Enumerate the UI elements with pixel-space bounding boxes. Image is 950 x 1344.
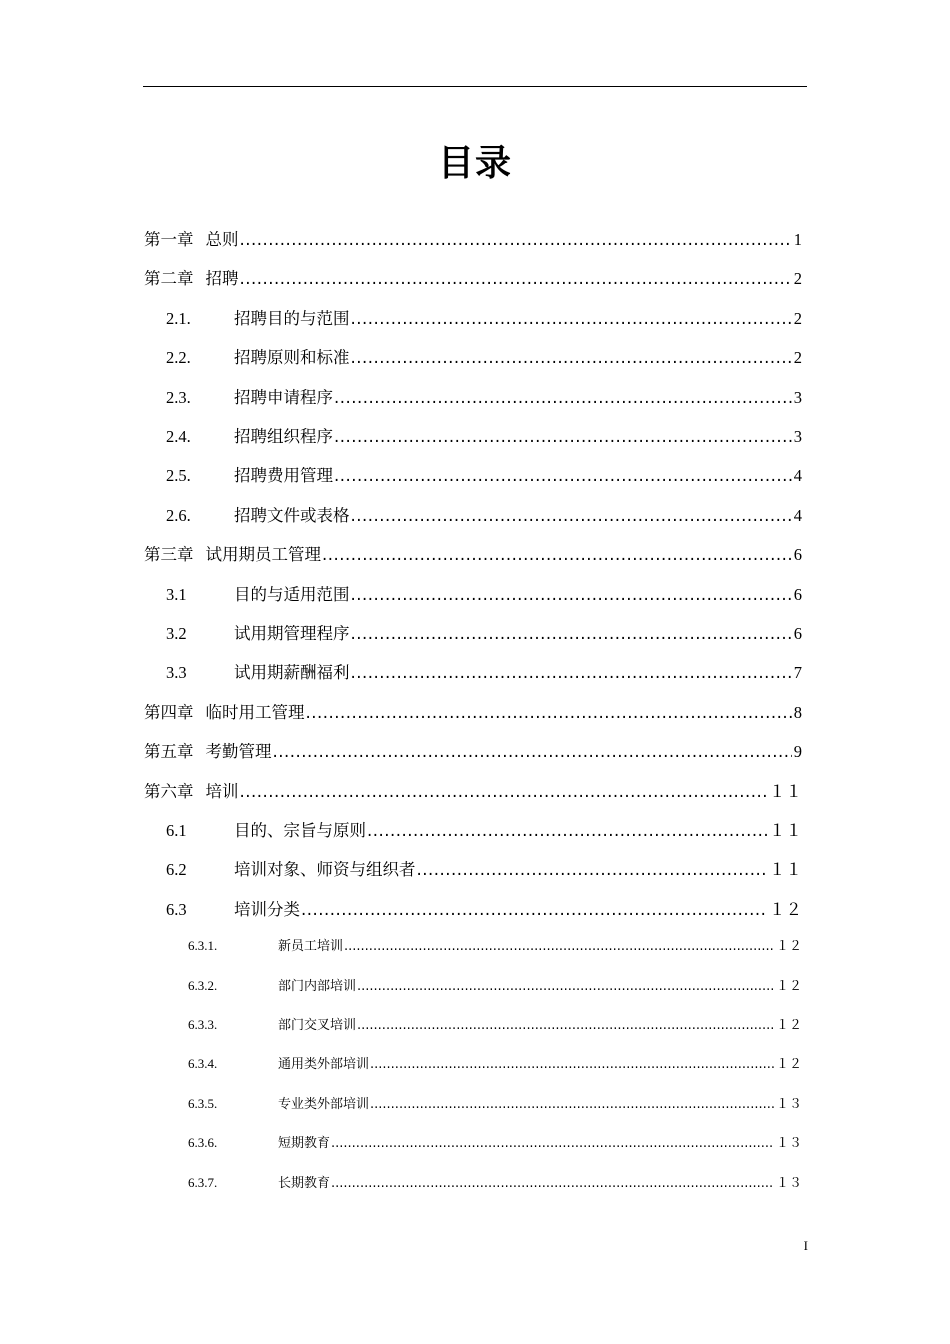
- toc-dot-leader: [351, 506, 792, 525]
- toc-entry-page: １２: [769, 899, 802, 919]
- toc-dot-leader: [240, 269, 792, 288]
- toc-entry-title: 总则: [205, 230, 239, 249]
- toc-entry-number: 3.3: [166, 663, 187, 683]
- toc-entry-level-3[interactable]: [188, 1053, 802, 1072]
- toc-entry-page: １１: [769, 860, 802, 880]
- toc-entry-number: 6.3.7.: [188, 1174, 218, 1190]
- toc-dot-leader: [417, 860, 768, 879]
- toc-entry-number: 第四章: [144, 702, 194, 722]
- toc-entry-level-2[interactable]: [166, 344, 802, 368]
- toc-entry-level-2[interactable]: [166, 620, 802, 644]
- toc-entry-level-3[interactable]: [188, 1093, 802, 1112]
- toc-entry-page: 4: [793, 466, 802, 486]
- toc-entry-number: 6.3.1.: [188, 938, 218, 954]
- toc-entry-number: 6.2: [166, 860, 187, 880]
- toc-dot-leader: [357, 1018, 774, 1033]
- toc-entry-level-1[interactable]: [144, 226, 802, 250]
- toc-entry-number: 3.2: [166, 624, 187, 643]
- toc-entry-number: 6.3.3.: [188, 1017, 218, 1032]
- toc-entry-title: 试用期薪酬福利: [234, 663, 350, 683]
- toc-dot-leader: [370, 1097, 774, 1112]
- page-number: I: [803, 1238, 808, 1253]
- toc-entry-level-1[interactable]: [144, 265, 802, 289]
- toc-entry-page: １２: [775, 1056, 802, 1072]
- toc-entry-title: 部门交叉培训: [278, 1018, 357, 1033]
- toc-entry-level-1[interactable]: [144, 699, 802, 723]
- toc-entry-title: 招聘: [205, 269, 239, 289]
- toc-entry-level-3[interactable]: [188, 1172, 802, 1191]
- toc-entry-level-2[interactable]: [166, 462, 802, 486]
- toc-entry-page: 2: [793, 348, 802, 368]
- toc-entry-number: 6.3: [166, 899, 187, 919]
- page-title: 目录: [437, 143, 512, 184]
- toc-entry-level-3[interactable]: [188, 1014, 802, 1033]
- toc-entry-level-3[interactable]: [188, 935, 802, 954]
- toc-entry-page: 3: [793, 427, 802, 446]
- toc-dot-leader: [367, 821, 767, 840]
- toc-entry-level-2[interactable]: [166, 502, 802, 526]
- toc-entry-page: 4: [793, 505, 802, 525]
- toc-entry-title: 目的与适用范围: [234, 584, 350, 604]
- toc-entry-number: 2.2.: [166, 348, 191, 368]
- toc-dot-leader: [334, 388, 792, 407]
- toc-entry-title: 长期教育: [278, 1175, 331, 1191]
- toc-entry-page: 6: [793, 545, 802, 565]
- toc-entry-level-1[interactable]: [144, 541, 802, 565]
- toc-entry-number: 2.6.: [166, 505, 191, 525]
- toc-entry-page: 9: [793, 742, 802, 762]
- toc-entry-title: 短期教育: [278, 1136, 331, 1152]
- toc-dot-leader: [240, 230, 792, 249]
- toc-entry-level-2[interactable]: [166, 856, 802, 880]
- toc-dot-leader: [306, 703, 792, 722]
- toc-entry-number: 第六章: [144, 781, 194, 801]
- toc-entry-title: 培训对象、师资与组织者: [234, 860, 416, 880]
- toc-entry-number: 6.3.4.: [188, 1056, 218, 1072]
- toc-entry-level-2[interactable]: [166, 423, 802, 447]
- toc-entry-page: １１: [769, 781, 802, 801]
- toc-entry-title: 招聘申请程序: [234, 387, 333, 407]
- toc-entry-number: 2.5.: [166, 466, 191, 486]
- toc-dot-leader: [351, 663, 792, 682]
- toc-entry-page: １２: [775, 1017, 802, 1032]
- toc-entry-page: 3: [793, 387, 802, 407]
- toc-entry-number: 第五章: [144, 742, 194, 762]
- toc-entry-title: 考勤管理: [205, 742, 272, 762]
- toc-dot-leader: [351, 585, 792, 604]
- toc-entry-page: １２: [775, 977, 802, 993]
- toc-entry-number: 第二章: [144, 269, 194, 289]
- toc-entry-page: 8: [793, 702, 802, 722]
- toc-entry-title: 招聘原则和标准: [234, 348, 350, 368]
- toc-entry-page: １３: [775, 1135, 802, 1151]
- toc-entry-number: 6.1: [166, 821, 187, 840]
- toc-entry-number: 2.4.: [166, 427, 191, 446]
- toc-entry-page: 7: [793, 663, 802, 683]
- toc-entry-level-3[interactable]: [188, 975, 802, 994]
- toc-entry-number: 2.1.: [166, 308, 191, 328]
- toc-entry-number: 6.3.6.: [188, 1135, 218, 1151]
- toc-dot-leader: [301, 900, 767, 919]
- toc-entry-title: 招聘文件或表格: [234, 505, 350, 525]
- toc-entry-title: 通用类外部培训: [278, 1057, 370, 1073]
- toc-dot-leader: [351, 348, 792, 367]
- toc-entry-level-1[interactable]: [144, 778, 802, 802]
- toc-dot-leader: [351, 624, 792, 643]
- toc-entry-level-2[interactable]: [166, 817, 802, 841]
- toc-dot-leader: [334, 466, 792, 485]
- toc-entry-title: 试用期员工管理: [205, 545, 321, 565]
- toc-entry-page: １１: [769, 821, 802, 840]
- toc-entry-number: 2.3.: [166, 387, 191, 407]
- toc-entry-title: 专业类外部培训: [278, 1096, 370, 1112]
- toc-entry-title: 临时用工管理: [205, 702, 305, 722]
- toc-entry-title: 培训: [205, 781, 239, 801]
- toc-entry-title: 试用期管理程序: [234, 624, 350, 643]
- toc-entry-page: 6: [793, 584, 802, 604]
- toc-entry-title: 部门内部培训: [278, 978, 357, 994]
- toc-entry-level-2[interactable]: [166, 896, 802, 920]
- toc-dot-leader: [370, 1057, 774, 1072]
- toc-entry-page: 1: [793, 230, 802, 249]
- toc-entry-number: 第一章: [144, 230, 194, 249]
- toc-entry-level-2[interactable]: [166, 581, 802, 605]
- toc-dot-leader: [351, 309, 792, 328]
- toc-entry-title: 培训分类: [234, 899, 300, 919]
- toc-entry-title: 目的、宗旨与原则: [234, 821, 366, 840]
- toc-dot-leader: [273, 742, 792, 761]
- toc-entry-page: １２: [775, 938, 802, 954]
- toc-entry-level-3[interactable]: [188, 1132, 802, 1151]
- toc-entry-page: 2: [793, 308, 802, 328]
- toc-entry-number: 第三章: [144, 545, 194, 565]
- toc-entry-title: 招聘费用管理: [234, 466, 333, 486]
- toc-entry-page: 2: [793, 269, 802, 289]
- toc-dot-leader: [240, 782, 768, 801]
- toc-entry-title: 新员工培训: [278, 939, 344, 955]
- toc-entry-title: 招聘组织程序: [234, 427, 333, 446]
- toc-dot-leader: [331, 1136, 774, 1151]
- toc-entry-number: 6.3.2.: [188, 977, 218, 993]
- toc-entry-number: 3.1: [166, 584, 187, 604]
- toc-entry-page: １３: [775, 1174, 802, 1190]
- toc-entry-title: 招聘目的与范围: [234, 308, 350, 328]
- toc-entry-number: 6.3.5.: [188, 1095, 218, 1111]
- toc-dot-leader: [357, 979, 774, 994]
- toc-dot-leader: [334, 427, 792, 446]
- toc-entry-page: 6: [793, 624, 802, 643]
- toc-entry-level-2[interactable]: [166, 659, 802, 683]
- toc-entry-level-2[interactable]: [166, 305, 802, 329]
- toc-dot-leader: [344, 939, 774, 954]
- toc-dot-leader: [331, 1176, 774, 1191]
- toc-entry-page: １３: [775, 1095, 802, 1111]
- toc-entry-level-2[interactable]: [166, 384, 802, 408]
- toc-dot-leader: [322, 545, 792, 564]
- toc-entry-level-1[interactable]: [144, 738, 802, 762]
- header-rule: [143, 86, 807, 87]
